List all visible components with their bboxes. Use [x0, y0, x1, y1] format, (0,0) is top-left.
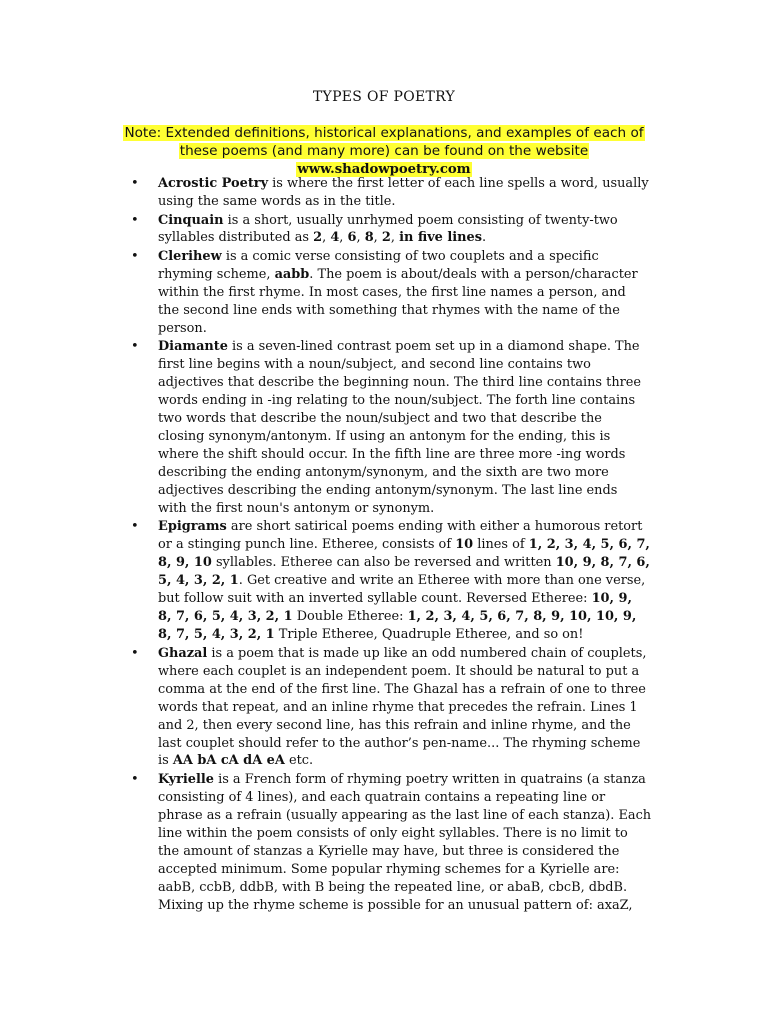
list-item [131, 175, 661, 211]
text-segment: . The poem is about/deals with a person/character [309, 266, 638, 282]
bullet-icon: • [131, 645, 139, 661]
text-segment: but follow suit with an inverted syllable count. Reversed Etheree: [158, 591, 592, 607]
text-segment: consisting of 4 lines), and each quatrain contains a repeating line or [158, 789, 606, 805]
definition-line [158, 428, 661, 446]
definition-text [158, 645, 661, 771]
definition-line [158, 572, 661, 590]
definition-line [158, 229, 661, 247]
definition-line [158, 518, 661, 536]
emphasis-text: 2 [381, 230, 391, 246]
text-segment: words that repeat, and an inline rhyme that precedes the refrain. Lines 1 [158, 699, 638, 715]
text-segment: the second line ends with something that rhymes with the name of the [158, 302, 620, 318]
text-segment: comma at the end of the first line. The Ghazal has a refrain of one to three [158, 681, 646, 697]
poetry-types-list [131, 175, 661, 915]
emphasis-text: aabb [274, 266, 310, 282]
emphasis-text: AA bA cA dA eA [172, 753, 285, 769]
text-segment: first line begins with a noun/subject, and second line contains two [158, 357, 591, 373]
bullet-icon: • [131, 212, 139, 228]
text-segment: syllables. Etheree can also be reversed and written [211, 555, 556, 571]
definition-line [158, 212, 661, 230]
poetry-term: Ghazal [158, 645, 208, 661]
list-item [131, 338, 661, 518]
emphasis-text: 8, 7, 6, 5, 4, 3, 2, 1 [158, 609, 293, 625]
definition-line [158, 681, 661, 699]
definition-line [158, 897, 661, 915]
definition-line [158, 266, 661, 284]
definition-text [158, 518, 661, 644]
definition-line [158, 248, 661, 266]
text-segment: within the first rhyme. In most cases, the first line names a person, and [158, 284, 626, 300]
text-segment: where each couplet is an independent poem. It should be natural to put a [158, 663, 640, 679]
definition-line [158, 771, 661, 789]
list-item [131, 771, 661, 915]
text-segment: is a poem that is made up like an odd numbered chain of couplets, [207, 645, 647, 661]
definition-text [158, 248, 661, 338]
definition-line [158, 699, 661, 717]
definition-line [158, 879, 661, 897]
emphasis-text: 1, 2, 3, 4, 5, 6, 7, [528, 537, 650, 553]
text-segment: rhyming scheme, [158, 266, 275, 282]
definition-line [158, 590, 661, 608]
text-segment: Double Etheree: [292, 609, 408, 625]
definition-line [158, 663, 661, 681]
emphasis-text: in five lines [399, 230, 482, 246]
note-callout [120, 124, 648, 179]
text-segment: two words that describe the noun/subject and two that describe the [158, 411, 602, 427]
definition-line [158, 193, 661, 211]
text-segment: is a seven-lined contrast poem set up in a diamond shape. The [227, 339, 640, 355]
text-segment: syllables distributed as [158, 230, 314, 246]
text-segment: last couplet should refer to the author’s pen-name... The rhyming scheme [158, 735, 641, 751]
definition-line [158, 861, 661, 879]
definition-line [158, 789, 661, 807]
emphasis-text: 2 [313, 230, 323, 246]
text-segment: . Get creative and write an Etheree with more than one verse, [238, 573, 646, 589]
definition-text [158, 771, 661, 915]
definition-line [158, 302, 661, 320]
text-segment: , [339, 230, 348, 246]
text-segment: accepted minimum. Some popular rhyming schemes for a Kyrielle are: [158, 861, 620, 877]
text-segment: etc. [284, 753, 314, 769]
poetry-term: Kyrielle [158, 772, 214, 788]
emphasis-text: 6 [347, 230, 357, 246]
emphasis-text: 8 [364, 230, 374, 246]
text-segment: aabB, ccbB, ddbB, with B being the repeated line, or abaB, cbcB, dbdB. [158, 879, 628, 895]
text-segment: words ending in -ing relating to the noun/subject. The forth line contains [158, 393, 636, 409]
poetry-term: Diamante [158, 339, 228, 355]
definition-line [158, 320, 661, 338]
text-segment: or a stinging punch line. Etheree, consists of [158, 537, 456, 553]
definition-line [158, 446, 661, 464]
poetry-term: Cinquain [158, 212, 224, 228]
definition-text [158, 175, 661, 211]
emphasis-text: 8, 9, 10 [158, 555, 212, 571]
bullet-icon: • [131, 772, 139, 788]
text-segment: are short satirical poems ending with either a humorous retort [226, 519, 643, 535]
definition-text [158, 212, 661, 248]
text-segment: is a French form of rhyming poetry written in quatrains (a stanza [214, 772, 646, 788]
definition-line [158, 843, 661, 861]
text-segment: . [482, 230, 487, 246]
text-segment: , [390, 230, 400, 246]
bullet-icon: • [131, 339, 139, 355]
text-segment: adjectives describing the ending antonym/synonym. The last line ends [158, 482, 618, 498]
definition-line [158, 752, 661, 770]
list-item [131, 645, 661, 771]
definition-line [158, 410, 661, 428]
poetry-term: Epigrams [158, 519, 227, 535]
text-segment: is where the first letter of each line spells a word, usually [268, 176, 649, 191]
text-segment: is [158, 753, 173, 769]
list-item [131, 518, 661, 644]
text-segment: Triple Etheree, Quadruple Etheree, and so on! [274, 627, 584, 643]
text-segment: Mixing up the rhyme scheme is possible for an unusual pattern of: axaZ, [158, 897, 633, 913]
emphasis-text: 10 [455, 537, 474, 553]
text-segment: lines of [473, 537, 529, 553]
definition-line [158, 374, 661, 392]
list-item [131, 212, 661, 248]
text-segment: person. [158, 320, 207, 336]
definition-line [158, 735, 661, 753]
page-title: TYPES OF POETRY [312, 89, 456, 105]
emphasis-text: 1, 2, 3, 4, 5, 6, 7, 8, 9, 10, 10, 9, [407, 609, 637, 625]
bullet-icon: • [131, 176, 139, 191]
definition-line [158, 356, 661, 374]
poetry-term: Acrostic Poetry [158, 176, 269, 191]
text-segment: closing synonym/antonym. If using an antonym for the ending, this is [158, 429, 611, 445]
text-segment: line within the poem consists of only eight syllables. There is no limit to [158, 825, 628, 841]
website-link[interactable]: www.shadowpoetry.com [297, 162, 471, 177]
bullet-icon: • [131, 519, 139, 535]
emphasis-text: 5, 4, 3, 2, 1 [158, 573, 239, 589]
list-item [131, 248, 661, 338]
definition-line [158, 645, 661, 663]
note-line-1: Note: Extended definitions, historical explanations, and examples of each of [124, 125, 644, 141]
text-segment: where the shift should occur. In the fifth line are three more -ing words [158, 447, 626, 463]
definition-line [158, 717, 661, 735]
text-segment: adjectives that describe the beginning noun. The third line contains three [158, 375, 642, 391]
definition-line [158, 338, 661, 356]
emphasis-text: 10, 9, 8, 7, 6, [555, 555, 650, 571]
text-segment: describing the ending antonym/synonym, and the sixth are two more [158, 465, 609, 481]
text-segment: , [322, 230, 331, 246]
definition-line [158, 825, 661, 843]
text-segment: , [373, 230, 382, 246]
definition-line [158, 536, 661, 554]
emphasis-text: 10, 9, [591, 591, 632, 607]
text-segment: with the first noun's antonym or synonym. [158, 500, 435, 516]
text-segment: using the same words as in the title. [158, 193, 396, 209]
note-line-2: these poems (and many more) can be found on the website [179, 143, 589, 159]
definition-line [158, 626, 661, 644]
definition-line [158, 482, 661, 500]
definition-text [158, 338, 661, 518]
definition-line [158, 608, 661, 626]
text-segment: and 2, then every second line, has this refrain and inline rhyme, and the [158, 717, 631, 733]
text-segment: the amount of stanzas a Kyrielle may have, but three is considered the [158, 843, 620, 859]
text-segment: , [356, 230, 365, 246]
text-segment: phrase as a refrain (usually appearing as the last line of each stanza). Each [158, 807, 652, 823]
text-segment: is a comic verse consisting of two couplets and a specific [221, 249, 599, 264]
definition-line [158, 284, 661, 302]
bullet-icon: • [131, 249, 139, 264]
definition-line [158, 464, 661, 482]
definition-line [158, 392, 661, 410]
definition-line [158, 807, 661, 825]
emphasis-text: 8, 7, 5, 4, 3, 2, 1 [158, 627, 275, 643]
emphasis-text: 4 [330, 230, 340, 246]
definition-line [158, 500, 661, 518]
text-segment: is a short, usually unrhymed poem consisting of twenty-two [223, 212, 618, 228]
definition-line [158, 554, 661, 572]
poetry-term: Clerihew [158, 249, 222, 264]
definition-line [158, 175, 661, 193]
